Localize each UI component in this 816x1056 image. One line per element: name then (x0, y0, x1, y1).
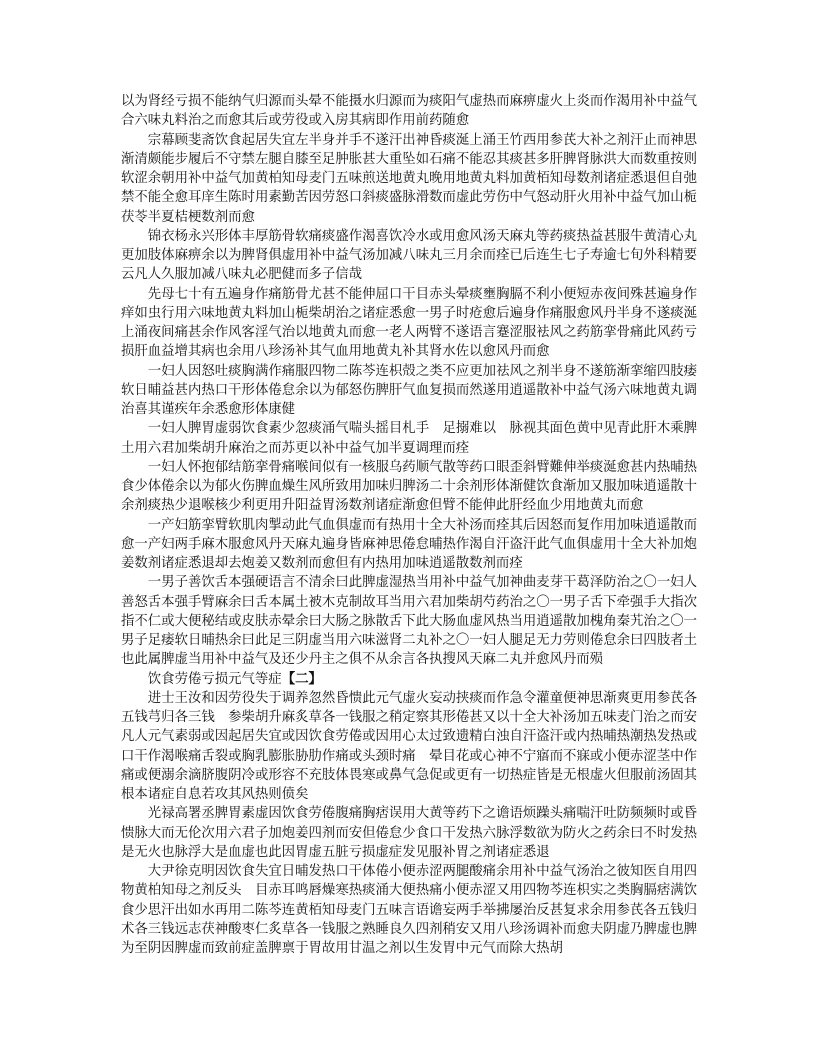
section-heading (121, 670, 697, 689)
body-paragraph: 一男子善饮舌本强硬语言不清余曰此脾虚湿热当用补中益气加神曲麦芽干葛泽防治之〇一妇人善怒舌本强手臂麻余曰舌本属土被木克制故耳当用六君加柴胡芍药治之〇一男子舌下牵强手大指次指不仁或大便秘结或皮肤赤晕余曰大肠之脉散舌下此大肠血虚风热当用逍遥散加槐角秦艽治之〇一男子足痿软日晡热余曰此足三阴虚当用六味滋肾二丸补之〇一妇人腿足无力劳则倦怠余曰四肢者土也此属脾虚当用补中益气及还少丹主之俱不从余言各执搜风天麻二丸并愈风丹而殒 (121, 575, 697, 668)
body-paragraph: 一妇人脾胃虚弱饮食素少忽痰涌气喘头摇目札手 足搦难以 脉视其面色黄中见青此肝木乘脾土用六君加柴胡升麻治之而苏更以补中益气加半夏调理而痊 (121, 421, 697, 456)
section-heading-number: 【二】 (281, 670, 322, 687)
body-paragraph: 一产妇筋挛臂软肌肉掣动此气血俱虚而有热用十全大补汤而痊其后因怒而复作用加味逍遥散而愈一产妇两手麻木服愈风丹天麻丸遍身皆麻神思倦怠晡热作渴自汗盗汗此气血俱虚用十全大补加炮姜数剂诸症悉退却去炮姜又数剂而愈但有内热用加味逍遥散数剂而痊 (121, 517, 697, 571)
section-heading-text: 饮食劳倦亏损元气等症 (147, 671, 282, 687)
body-paragraph: 以为肾经亏损不能纳气归源而头晕不能摄水归源而为痰阳气虚热而麻痹虚火上炎而作渴用补中益气合六味丸料治之而愈其后或劳役或入房其病即作用前药随愈 (121, 94, 697, 129)
document-page (121, 92, 697, 958)
body-paragraph: 大尹徐克明因饮食失宜日晡发热口干体倦小便赤涩两腿酸痛余用补中益气汤治之彼知医自用四物黄柏知母之剂反头 目赤耳鸣唇燥寒热痰涌大便热痛小便赤涩又用四物芩连枳实之类胸膈痞满饮食少思汗出如水再用二陈芩连黄栢知母麦门五味言语谵妄两手举拂屡治反甚复求余用参芪各五钱归术各三钱远志茯神酸枣仁炙草各一钱服之熟睡良久四剂稍安又用八珍汤调补而愈夫阴虚乃脾虚也脾为至阴因脾虚而致前症盖脾禀于胃故用甘温之剂以生发胃中元气而除大热胡 (121, 864, 697, 956)
body-paragraph: 先母七十有五遍身作痛筋骨尤甚不能伸屈口干目赤头晕痰壅胸膈不利小便短赤夜间殊甚遍身作痒如虫行用六味地黄丸料加山栀柴胡治之诸症悉愈一男子时疮愈后遍身作痛服愈风丹半身不遂痰涎上涌夜间痛甚余作风客淫气治以地黄丸而愈一老人两臂不遂语言蹇涩服袪风之药筋挛骨痛此风药亏损肝血益增其病也余用八珍汤补其气血用地黄丸补其肾水佐以愈风丹而愈 (121, 286, 697, 360)
body-paragraph: 一妇人因怒吐痰胸满作痛服四物二陈芩连枳殻之类不应更加祛风之剂半身不遂筋渐挛缩四肢痿软日晡益甚内热口干形体倦怠余以为郁怒伤脾肝气血复损而然遂用逍遥散补中益气汤六味地黄丸调治喜其谨疾年余悉愈形体康健 (121, 363, 697, 417)
body-paragraph: 光禄高署丞脾胃素虚因饮食劳倦腹痛胸痞误用大黄等药下之谵语烦躁头痛喘汗吐防频频时或昏愦脉大而无伦次用六君子加炮姜四剂而安但倦怠少食口干发热六脉浮数欲为防火之药余曰不时发热是无火也脉浮大是血虚也此因胃虚五脏亏损虚症发见服补胃之剂诸症悉退 (121, 806, 697, 860)
body-paragraph: 锦衣杨永兴形体丰厚筋骨软痛痰盛作渴喜饮冷水或用愈风汤天麻丸等药痰热益甚服牛黄清心丸更加肢体麻痹余以为脾肾俱虚用补中益气汤加减八味丸三月余而痊已后连生七子寿逾七旬外科精要云凡人久服加减八味丸必肥健而多子信哉 (121, 228, 697, 283)
body-paragraph: 宗幕顾斐斋饮食起居失宜左半身并手不遂汗出神昏痰涎上涌王竹西用参芪大补之剂汗止而神思渐清颇能步履后不守禁左腿自膝至足肿胀甚大重坠如石痛不能忍其痰甚多肝脾肾脉洪大而数重按则软涩余朝用补中益气加黄柏知母麦门五味煎送地黄丸晚用地黄丸料加黄栢知母数剂诸症悉退但自弛禁不能全愈耳庠生陈时用素勤苦因劳怒口斜痰盛脉滑数而虚此劳伤中气怒动肝火用补中益气加山栀茯苓半夏桔梗数剂而愈 (121, 132, 697, 225)
body-paragraph: 进士王汝和因劳役失于调养忽然昏愦此元气虚火妄动挟痰而作急令灌童便神思渐爽更用参芪各五钱芎归各三钱 参柴胡升麻炙草各一钱服之稍定察其形倦甚又以十全大补汤加五味麦门治之而安凡人元气素弱或因起居失宜或因饮食劳倦或因用心太过致遗精白浊自汗盗汗或内热晡热潮热发热或口干作渴喉痛舌裂或胸乳膨胀胁肋作痛或头颈时痛 晕目花或心神不宁寤而不寐或小便赤涩茎中作痛或便溺余滴脐腹阴冷或形容不充肢体畏寒或鼻气急促或更有一切热症皆是无根虚火但服前汤固其根本诸症自息若攻其风热则偾矣 (121, 690, 697, 802)
body-paragraph: 一妇人怀抱郁结筋挛骨痛喉间似有一核服乌药顺气散等药口眼歪斜臂難伸举痰涎愈甚内热晡热食少体倦余以为郁火伤脾血燥生风所致用加味归脾汤二十余剂形体渐健饮食渐加又服加味逍遥散十余剂痰热少退喉核少利更用升阳益胃汤数剂诸症渐愈但臂不能伸此肝经血少用地黄丸而愈 (121, 459, 697, 514)
